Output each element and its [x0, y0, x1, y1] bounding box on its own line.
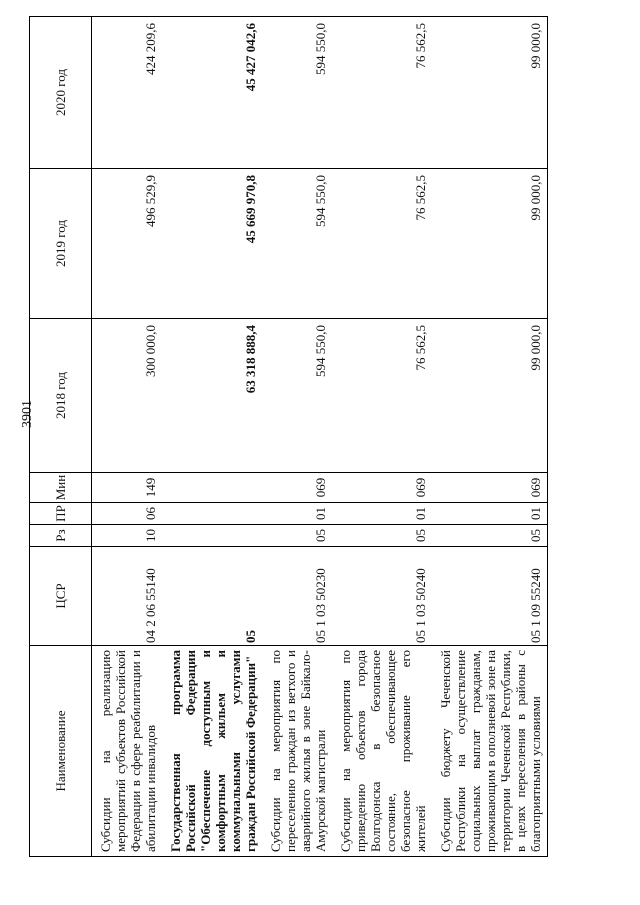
row-2018: 594 550,0	[262, 319, 332, 473]
row-pr: 06	[92, 503, 163, 525]
row-rz: 05	[332, 525, 432, 547]
table-row	[92, 17, 163, 857]
row-rz	[162, 525, 262, 547]
row-2020: 99 000,0	[432, 17, 548, 169]
row-csr: 05 1 03 50230	[262, 547, 332, 646]
header-name: Наименование	[30, 646, 92, 857]
row-2019: 76 562,5	[332, 169, 432, 319]
row-csr: 05 1 03 50240	[332, 547, 432, 646]
row-2019: 99 000,0	[432, 169, 548, 319]
table-row	[332, 17, 432, 857]
table-row	[262, 17, 332, 857]
row-2019: 594 550,0	[262, 169, 332, 319]
table-row	[432, 17, 548, 857]
row-csr: 05 1 09 55240	[432, 547, 548, 646]
row-2020: 45 427 042,6	[162, 17, 262, 169]
row-pr: 01	[332, 503, 432, 525]
rotated-page	[29, 17, 611, 857]
row-name: Субсидии на мероприятия по переселению граждан из ветхого и аварийного жилья в зоне Байкало-Амурской магистрали	[262, 646, 332, 857]
row-rz: 10	[92, 525, 163, 547]
row-min: 149	[92, 473, 163, 503]
header-rz: Рз	[30, 525, 92, 547]
header-min: Мин	[30, 473, 92, 503]
header-pr: ПР	[30, 503, 92, 525]
row-min: 069	[432, 473, 548, 503]
header-csr: ЦСР	[30, 547, 92, 646]
row-rz: 05	[262, 525, 332, 547]
row-2019: 45 669 970,8	[162, 169, 262, 319]
row-csr: 04 2 06 55140	[92, 547, 163, 646]
row-2019: 496 529,9	[92, 169, 163, 319]
page-number: 3901	[20, 400, 35, 428]
row-2018: 99 000,0	[432, 319, 548, 473]
row-2018: 63 318 888,4	[162, 319, 262, 473]
table-header-row	[30, 17, 92, 857]
row-name: Государственная программа Российской Федерации "Обеспечение доступным и комфортным жильем и коммунальными услугами граждан Российской Федерации"	[162, 646, 262, 857]
header-2019: 2019 год	[30, 169, 92, 319]
row-name: Субсидии на реализацию мероприятий субъектов Российской Федерации в сфере реабилитации и абилитации инвалидов	[92, 646, 163, 857]
row-min	[162, 473, 262, 503]
row-min: 069	[332, 473, 432, 503]
header-2018: 2018 год	[30, 319, 92, 473]
row-pr	[162, 503, 262, 525]
row-min: 069	[262, 473, 332, 503]
row-2018: 76 562,5	[332, 319, 432, 473]
row-rz: 05	[432, 525, 548, 547]
row-pr: 01	[432, 503, 548, 525]
row-name: Субсидии на мероприятия по приведению объектов города Волгодонска в безопасное состояние, обеспечивающее безопасное проживание его жителей	[332, 646, 432, 857]
budget-table	[29, 16, 548, 857]
header-2020: 2020 год	[30, 17, 92, 169]
table-row	[162, 17, 262, 857]
row-csr: 05	[162, 547, 262, 646]
row-name: Субсидии бюджету Чеченской Республики на осуществление социальных выплат гражданам, проживающим в оползневой зоне на территории Чеченской Республики, в целях переселения в районы с благоприятными условиями	[432, 646, 548, 857]
row-2018: 300 000,0	[92, 319, 163, 473]
row-2020: 76 562,5	[332, 17, 432, 169]
row-pr: 01	[262, 503, 332, 525]
row-2020: 594 550,0	[262, 17, 332, 169]
row-2020: 424 209,6	[92, 17, 163, 169]
